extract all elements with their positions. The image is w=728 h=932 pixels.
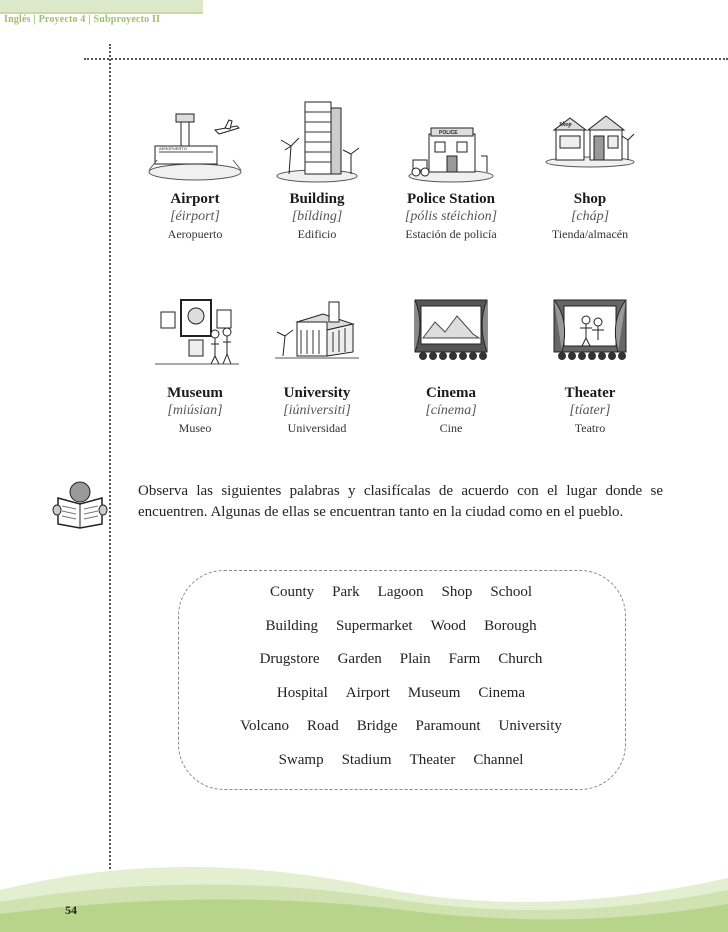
vocab-pronunciation: [bílding] (291, 209, 343, 224)
word-item: Farm (448, 651, 481, 667)
vocab-pronunciation: [cínema] (425, 403, 477, 418)
word-item: Museum (407, 685, 461, 701)
word-item: Bridge (356, 718, 398, 734)
instruction-paragraph: Observa las siguientes palabras y clasifícalas de acuerdo con el lugar donde se encuentren. Algunas de ellas se encuentran tanto en la ciudad como en el pueblo. (138, 483, 663, 520)
vocab-card-university (242, 294, 392, 436)
dotted-horizontal-rule (84, 58, 728, 60)
word-item: Channel (473, 752, 524, 768)
vocab-pronunciation: [pólis stéichion] (404, 209, 498, 224)
word-item: Stadium (341, 752, 392, 768)
vocab-card-police-station (376, 100, 526, 242)
word-item: Shop (441, 584, 473, 600)
word-item: Airport (345, 685, 390, 701)
word-item: School (490, 584, 533, 600)
shop-icon (540, 100, 640, 190)
museum-icon (145, 294, 245, 384)
word-item: University (498, 718, 562, 734)
vocab-translation: Museo (178, 421, 212, 435)
police-sign-text: POLICE (439, 130, 458, 136)
word-item: Plain (399, 651, 431, 667)
vocab-word: Theater (564, 385, 616, 401)
cinema-icon (401, 294, 501, 384)
word-item: Theater (409, 752, 456, 768)
word-item: Hospital (276, 685, 328, 701)
header-band (0, 0, 203, 12)
word-item: Volcano (240, 718, 290, 734)
word-item: Park (332, 584, 360, 600)
airport-icon (145, 100, 245, 190)
vocab-card-building (242, 100, 392, 242)
word-row-3 (178, 651, 624, 668)
word-item: Church (498, 651, 543, 667)
word-row-5 (178, 718, 624, 735)
vocab-word: Cinema (426, 385, 476, 401)
word-item: Road (307, 718, 339, 734)
vocab-translation: Tienda/almacén (551, 227, 629, 241)
reading-child-icon (52, 480, 108, 535)
vocab-pronunciation: [tíater] (569, 403, 611, 418)
vocab-translation: Universidad (287, 421, 347, 435)
vocab-translation: Estación de policía (405, 227, 497, 241)
footer-wave (0, 850, 728, 932)
word-item: Lagoon (377, 584, 424, 600)
word-item: Wood (430, 618, 467, 634)
vocab-translation: Edificio (297, 227, 337, 241)
airport-sign-text: AEROPUERTO (159, 146, 187, 151)
vocab-pronunciation: [cháp] (570, 209, 610, 224)
vocab-card-cinema (376, 294, 526, 436)
vocab-translation: Cine (439, 421, 463, 435)
word-row-4 (178, 685, 624, 702)
word-item: Drugstore (259, 651, 320, 667)
vocab-card-shop (515, 100, 665, 242)
vocab-pronunciation: [éirport] (170, 209, 220, 224)
vocab-pronunciation: [miúsian] (167, 403, 223, 418)
university-icon (267, 294, 367, 384)
vocab-word: Police Station (407, 191, 495, 207)
word-item: Swamp (278, 752, 324, 768)
vocab-word: Museum (167, 385, 223, 401)
vocab-pronunciation: [iúniversiti] (283, 403, 351, 418)
word-item: Garden (337, 651, 382, 667)
vocab-word: Shop (573, 191, 607, 207)
shop-sign-text: Shop (559, 122, 572, 128)
word-item: Paramount (415, 718, 481, 734)
vocab-translation: Aeropuerto (167, 227, 223, 241)
word-item: County (269, 584, 315, 600)
police-station-icon (401, 100, 501, 190)
theater-icon (540, 294, 640, 384)
word-row-2 (178, 618, 624, 635)
vocab-translation: Teatro (574, 421, 606, 435)
dotted-vertical-rule (109, 44, 111, 880)
running-header: Inglés | Proyecto 4 | Subproyecto II (4, 14, 161, 25)
word-item: Supermarket (335, 618, 413, 634)
vocab-word: University (283, 385, 351, 401)
page-number: 54 (65, 903, 77, 917)
word-row-1 (178, 584, 624, 601)
word-row-6 (178, 752, 624, 769)
vocab-word: Building (289, 191, 345, 207)
vocab-card-theater (515, 294, 665, 436)
vocab-word: Airport (170, 191, 220, 207)
building-icon (267, 100, 367, 190)
word-item: Cinema (478, 685, 526, 701)
word-item: Building (265, 618, 318, 634)
word-item: Borough (484, 618, 537, 634)
